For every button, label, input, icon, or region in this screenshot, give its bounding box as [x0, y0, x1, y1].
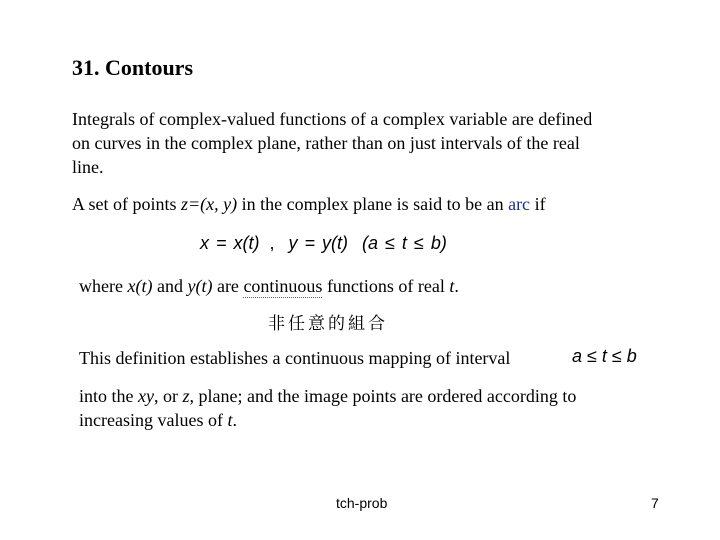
continuity-text	[79, 276, 459, 297]
arc-term: arc	[508, 194, 531, 214]
slide-title: 31. Contours	[72, 55, 194, 80]
arc-def-post: if	[530, 194, 546, 214]
continuity-t: t	[449, 276, 455, 296]
continuous-term: continuous	[243, 276, 323, 296]
ordering-c: , plane; and the image points are ordered according to	[189, 386, 577, 406]
equation-separator: ,	[269, 233, 275, 253]
ordering-b: , or	[153, 386, 183, 406]
ordering-d: increasing values of	[79, 410, 228, 430]
ordering-paragraph	[79, 384, 576, 432]
footer-label: tch-prob	[336, 495, 388, 511]
intro-paragraph	[72, 107, 592, 179]
ordering-xy: xy	[138, 386, 154, 406]
continuity-end: .	[454, 276, 459, 296]
parametric-equation	[200, 233, 447, 254]
continuity-xt: x(t)	[127, 276, 153, 296]
ordering-line-1	[79, 384, 576, 408]
equation-x: x = x(t)	[200, 233, 260, 253]
ordering-e: .	[232, 410, 237, 430]
continuity-mid: are	[212, 276, 244, 296]
ordering-t: t	[227, 410, 233, 430]
ordering-line-2	[79, 408, 576, 432]
intro-line-1: Integrals of complex-valued functions of a complex variable are defined	[72, 109, 593, 129]
equation-y: y = y(t)	[288, 233, 349, 253]
continuity-and: and	[152, 276, 188, 296]
continuity-post: functions of real	[322, 276, 450, 296]
intro-line-3: line.	[72, 157, 104, 177]
continuity-pre: where	[79, 276, 128, 296]
arc-definition-text	[72, 192, 546, 216]
arc-def-pre: A set of points	[72, 194, 182, 214]
intro-line-2: on curves in the complex plane, rather than on just intervals of the real	[72, 133, 580, 153]
mapping-text: This definition establishes a continuous mapping of interval	[79, 348, 511, 368]
ordering-a: into the	[79, 386, 138, 406]
arc-def-z: z=(x, y)	[181, 194, 238, 214]
arc-def-mid: in the complex plane is said to be an	[237, 194, 509, 214]
ordering-z: z	[182, 386, 190, 406]
equation-condition: (a ≤ t ≤ b)	[362, 233, 447, 253]
page-number: 7	[651, 495, 659, 511]
chinese-annotation: 非任意的組合	[268, 314, 388, 334]
interval-expression: a ≤ t ≤ b	[572, 346, 637, 366]
continuity-yt: y(t)	[187, 276, 213, 296]
